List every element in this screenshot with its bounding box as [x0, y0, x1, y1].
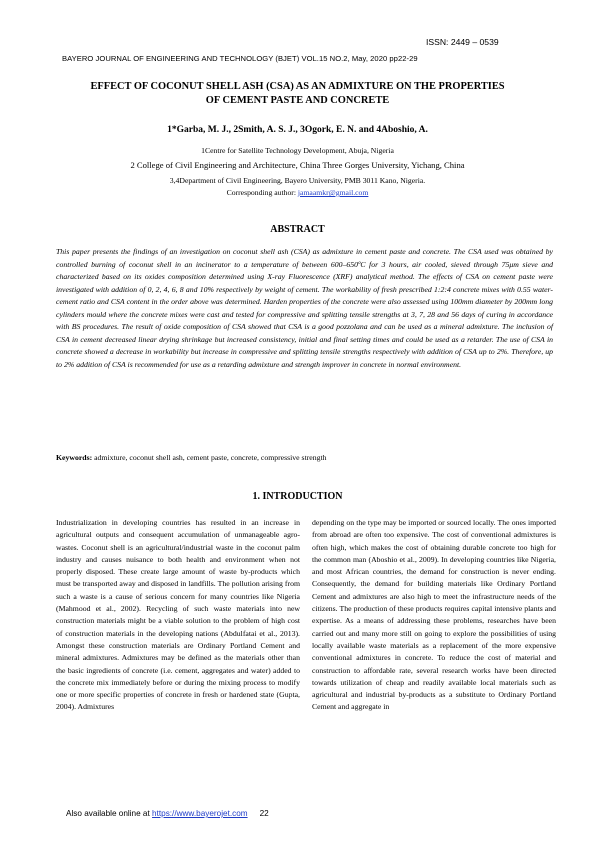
- affiliation-1: 1Centre for Satellite Technology Development, Abuja, Nigeria: [201, 146, 394, 155]
- page-footer: [66, 809, 269, 818]
- introduction-right-column: depending on the type may be imported or sourced locally. The ones imported from abroad are often too expensive. The cost of conventional admixtures is often high, which makes the cost of obtaining durable concrete too high for the common man (Aboshio et al., 2009). In developing countries like Nigeria, and most African countries, the demand for construction is never ending. Consequently, the demand for building materials like Ordinary Portland Cement and admixtures are also high to meet the infrastructure needs of the citizens. The production of these products requires capital intensive plants and expertise. As a means of addressing these problems, researches have been carried out and many more still on going to explore the possibilities of using locally available waste materials as a replacement of the more expensive conventional admixtures in concrete. To reduce the cost of material and construction to affordable rate, several research works have been directed towards utilization of cheap and readily available local materials such as agricultural and industrial by-products as a substitute to Ordinary Portland Cement and aggregate in: [312, 518, 556, 712]
- corresponding-label: Corresponding author:: [226, 188, 296, 197]
- paper-title: [40, 80, 555, 108]
- introduction-left-column: Industrialization in developing countries has resulted in an increase in agricultural outputs and consequent accumulation of unmanageable agro-wastes. Coconut shell is an agricultural/industrial waste in the coconut palm industry and causes nuisance to both health and environment when not properly disposed. These create large amount of waste by-products which must be transported away and disposed in landfills. The pollution arising from such a waste is a cause of serious concern for many countries like Nigeria (Mahmood et al., 2002). Recycling of such waste materials into new construction materials might be a viable solution to the problem of high cost of construction materials in the developing nations (Abdulfatai et al., 2013). Amongst these construction materials are Ordinary Portland Cement and mineral admixtures. Admixtures may be defined as the materials other than the basic ingredients of concrete (i.e. cement, aggregates and water) added to the concrete mix immediately before or during the mixing process to modify one or more specific properties of concrete in fresh or hardened state (Gupta, 2004). Admixtures: [56, 518, 300, 712]
- footer-website-link[interactable]: https://www.bayerojet.com: [152, 809, 248, 818]
- keywords-text: admixture, coconut shell ash, cement paste, concrete, compressive strength: [92, 453, 327, 462]
- title-line-2: OF CEMENT PASTE AND CONCRETE: [205, 95, 390, 106]
- keywords: [56, 453, 553, 462]
- journal-header: BAYERO JOURNAL OF ENGINEERING AND TECHNOLOGY (BJET) VOL.15 NO.2, May, 2020 pp22-29: [62, 54, 418, 63]
- corresponding-email-link[interactable]: jamaamkr@gmail.com: [297, 188, 369, 197]
- keywords-label: Keywords:: [56, 453, 93, 462]
- title-line-1: EFFECT OF COCONUT SHELL ASH (CSA) AS AN ADMIXTURE ON THE PROPERTIES: [90, 81, 505, 92]
- abstract-heading: ABSTRACT: [270, 224, 325, 235]
- section-heading-introduction: 1. INTRODUCTION: [252, 491, 343, 502]
- affiliation-2: 2 College of Civil Engineering and Architecture, China Three Gorges University, Yichang, China: [130, 160, 465, 170]
- footer-text: Also available online at: [66, 809, 153, 818]
- affiliation-3: 3,4Department of Civil Engineering, Bayero University, PMB 3011 Kano, Nigeria.: [169, 176, 426, 185]
- abstract-body: This paper presents the findings of an investigation on coconut shell ash (CSA) as admixture in cement paste and concrete. The CSA used was obtained by controlled burning of coconut shell in an incinerator to a temperature of between 600–650ºC for 3 hours, air cooled, sieved through 75μm sieve and characterized based on its oxides composition determined using X-ray Fluorescence (XRF) analytical method. The effects of CSA on cement paste were investigated with addition of 0, 2, 4, 6, 8 and 10% respectively by weight of cement. The workability of fresh prescribed 1:2:4 concrete mixes with 0.55 water-cement ratio and CSA content in the order above was determined. Harden properties of the concrete were also assessed using 100mm diameter by 200mm long cylinders mould where the concrete mixes were cast and tested for compressive and splitting tensile strengths at 3, 7, 28 and 56 days of curing in accordance with BS procedures. The result of oxide composition of CSA showed that CSA is a good pozzolana and can be used as a mineral admixture. The inclusion of CSA in cement decreased linear drying shrinkage but increased consistency, initial and final setting times and could be used as a retarder. The use of CSA in concrete showed a decrease in workability but increase in compressive and splitting tensile strengths respectively with addition of CSA up to 2%. Therefore, up to 2% addition of CSA is recommended for use as a retarding admixture and strength improver in concrete in normal environment.: [56, 247, 553, 369]
- page-number: 22: [259, 809, 269, 818]
- corresponding-author: [40, 188, 555, 197]
- issn-label: ISSN: 2449 – 0539: [426, 37, 499, 47]
- author-list: 1*Garba, M. J., 2Smith, A. S. J., 3Ogork, E. N. and 4Aboshio, A.: [167, 125, 428, 135]
